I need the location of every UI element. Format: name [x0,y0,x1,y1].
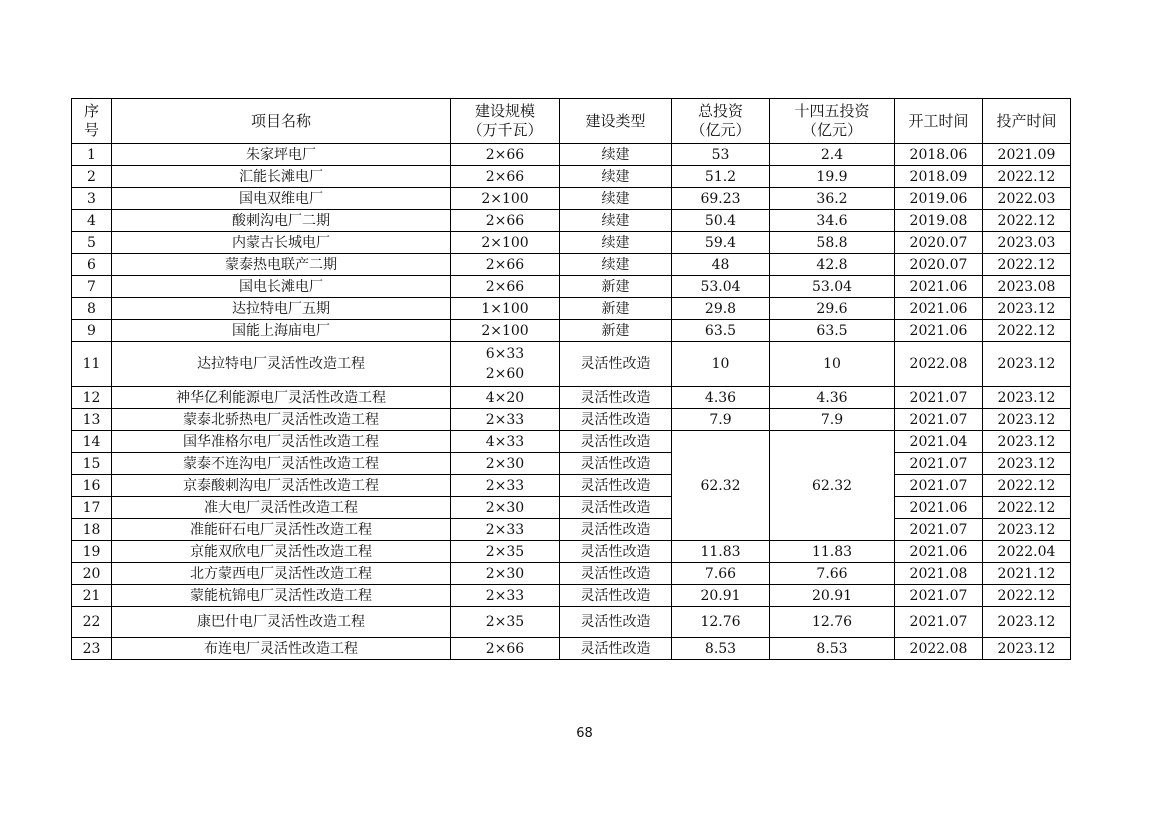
cell-scale: 2×33 [451,519,560,541]
cell-seq: 12 [72,387,112,409]
cell-type: 灵活性改造 [560,607,672,638]
projects-table [71,98,1071,660]
cell-operation-time: 2023.12 [983,409,1071,431]
cell-start-time: 2021.06 [895,320,983,342]
table-row [72,188,1071,210]
cell-plan-investment-merged: 62.32 [770,431,895,541]
table-row [72,298,1071,320]
cell-type: 续建 [560,210,672,232]
cell-name: 准大电厂灵活性改造工程 [112,497,451,519]
cell-name: 酸刺沟电厂二期 [112,210,451,232]
cell-scale: 2×66 [451,144,560,166]
cell-operation-time: 2022.12 [983,475,1071,497]
table-row [72,431,1071,453]
cell-start-time: 2021.06 [895,298,983,320]
cell-scale: 4×20 [451,387,560,409]
cell-plan-investment: 63.5 [770,320,895,342]
cell-type: 续建 [560,166,672,188]
cell-start-time: 2021.04 [895,431,983,453]
cell-name: 达拉特电厂五期 [112,298,451,320]
cell-operation-time: 2022.12 [983,585,1071,607]
cell-seq: 22 [72,607,112,638]
cell-scale: 2×35 [451,607,560,638]
cell-operation-time: 2023.12 [983,387,1071,409]
cell-type: 灵活性改造 [560,541,672,563]
cell-total-investment: 8.53 [672,638,770,660]
cell-name: 北方蒙西电厂灵活性改造工程 [112,563,451,585]
cell-seq: 18 [72,519,112,541]
cell-operation-time: 2023.03 [983,232,1071,254]
table-row [72,541,1071,563]
cell-operation-time: 2022.03 [983,188,1071,210]
cell-type: 新建 [560,276,672,298]
cell-total-investment: 7.66 [672,563,770,585]
table-row [72,453,1071,475]
cell-start-time: 2022.08 [895,342,983,387]
cell-operation-time: 2022.12 [983,497,1071,519]
cell-type: 续建 [560,254,672,276]
cell-type: 新建 [560,298,672,320]
cell-operation-time: 2022.12 [983,166,1071,188]
table-row [72,254,1071,276]
cell-plan-investment: 53.04 [770,276,895,298]
cell-type: 灵活性改造 [560,585,672,607]
cell-seq: 14 [72,431,112,453]
cell-seq: 13 [72,409,112,431]
cell-type: 灵活性改造 [560,497,672,519]
cell-plan-investment: 19.9 [770,166,895,188]
cell-scale: 2×100 [451,320,560,342]
cell-seq: 5 [72,232,112,254]
cell-scale: 2×35 [451,541,560,563]
cell-seq: 19 [72,541,112,563]
cell-scale: 2×66 [451,166,560,188]
cell-operation-time: 2023.12 [983,607,1071,638]
cell-seq: 3 [72,188,112,210]
cell-total-investment: 10 [672,342,770,387]
cell-name: 准能矸石电厂灵活性改造工程 [112,519,451,541]
cell-name: 汇能长滩电厂 [112,166,451,188]
cell-seq: 11 [72,342,112,387]
cell-plan-investment: 7.9 [770,409,895,431]
cell-plan-investment: 58.8 [770,232,895,254]
cell-type: 续建 [560,188,672,210]
cell-type: 灵活性改造 [560,387,672,409]
table-row [72,475,1071,497]
cell-start-time: 2021.06 [895,497,983,519]
cell-name: 蒙泰热电联产二期 [112,254,451,276]
cell-type: 灵活性改造 [560,563,672,585]
header-scale: 建设规模 （万千瓦） [451,99,560,144]
cell-plan-investment: 4.36 [770,387,895,409]
cell-seq: 1 [72,144,112,166]
cell-seq: 15 [72,453,112,475]
cell-start-time: 2021.07 [895,607,983,638]
cell-operation-time: 2022.12 [983,320,1071,342]
cell-name: 蒙泰北骄热电厂灵活性改造工程 [112,409,451,431]
table-row [72,638,1071,660]
table-row [72,497,1071,519]
cell-total-investment: 20.91 [672,585,770,607]
page-number: 68 [576,726,593,741]
cell-operation-time: 2023.12 [983,298,1071,320]
cell-seq: 7 [72,276,112,298]
cell-type: 灵活性改造 [560,431,672,453]
cell-start-time: 2021.06 [895,276,983,298]
cell-start-time: 2021.07 [895,409,983,431]
cell-start-time: 2019.08 [895,210,983,232]
cell-name: 国华准格尔电厂灵活性改造工程 [112,431,451,453]
cell-scale: 2×33 [451,409,560,431]
cell-scale: 2×66 [451,638,560,660]
header-start-time: 开工时间 [895,99,983,144]
cell-scale: 2×30 [451,497,560,519]
cell-seq: 21 [72,585,112,607]
cell-start-time: 2022.08 [895,638,983,660]
cell-start-time: 2021.08 [895,563,983,585]
header-plan-investment: 十四五投资 （亿元） [770,99,895,144]
cell-start-time: 2021.07 [895,519,983,541]
cell-seq: 6 [72,254,112,276]
cell-name: 康巴什电厂灵活性改造工程 [112,607,451,638]
cell-start-time: 2019.06 [895,188,983,210]
cell-type: 灵活性改造 [560,409,672,431]
cell-seq: 23 [72,638,112,660]
cell-plan-investment: 29.6 [770,298,895,320]
table-row [72,519,1071,541]
cell-total-investment: 51.2 [672,166,770,188]
cell-start-time: 2021.07 [895,387,983,409]
cell-type: 灵活性改造 [560,453,672,475]
cell-scale: 2×100 [451,232,560,254]
cell-operation-time: 2023.12 [983,342,1071,387]
cell-start-time: 2021.07 [895,585,983,607]
cell-name: 国能上海庙电厂 [112,320,451,342]
cell-operation-time: 2021.09 [983,144,1071,166]
cell-seq: 20 [72,563,112,585]
cell-total-investment: 53.04 [672,276,770,298]
cell-scale: 2×66 [451,210,560,232]
cell-name: 京泰酸刺沟电厂灵活性改造工程 [112,475,451,497]
cell-total-investment: 59.4 [672,232,770,254]
cell-start-time: 2021.07 [895,475,983,497]
table-header-row [72,99,1071,144]
cell-total-investment: 53 [672,144,770,166]
cell-scale: 2×100 [451,188,560,210]
cell-scale: 6×33 2×60 [451,342,560,387]
cell-operation-time: 2023.12 [983,519,1071,541]
cell-operation-time: 2023.08 [983,276,1071,298]
table-row [72,232,1071,254]
cell-start-time: 2021.07 [895,453,983,475]
table-row [72,276,1071,298]
cell-start-time: 2021.06 [895,541,983,563]
cell-total-investment: 11.83 [672,541,770,563]
table-row [72,166,1071,188]
cell-operation-time: 2022.12 [983,254,1071,276]
cell-scale: 2×30 [451,453,560,475]
cell-type: 续建 [560,232,672,254]
cell-scale: 2×33 [451,475,560,497]
cell-plan-investment: 42.8 [770,254,895,276]
header-total-investment: 总投资 （亿元） [672,99,770,144]
cell-type: 灵活性改造 [560,475,672,497]
header-type: 建设类型 [560,99,672,144]
cell-scale: 2×30 [451,563,560,585]
table-row [72,144,1071,166]
table-row [72,342,1071,387]
cell-seq: 4 [72,210,112,232]
cell-scale: 2×66 [451,254,560,276]
cell-scale: 2×33 [451,585,560,607]
cell-seq: 9 [72,320,112,342]
cell-plan-investment: 7.66 [770,563,895,585]
cell-total-investment: 29.8 [672,298,770,320]
cell-name: 京能双欣电厂灵活性改造工程 [112,541,451,563]
cell-total-investment: 12.76 [672,607,770,638]
cell-name: 蒙能杭锦电厂灵活性改造工程 [112,585,451,607]
cell-scale: 4×33 [451,431,560,453]
table-row [72,387,1071,409]
cell-operation-time: 2023.12 [983,638,1071,660]
cell-name: 朱家坪电厂 [112,144,451,166]
cell-plan-investment: 12.76 [770,607,895,638]
cell-operation-time: 2021.12 [983,563,1071,585]
cell-seq: 8 [72,298,112,320]
cell-plan-investment: 8.53 [770,638,895,660]
cell-type: 新建 [560,320,672,342]
cell-name: 国电长滩电厂 [112,276,451,298]
cell-total-investment: 7.9 [672,409,770,431]
cell-start-time: 2020.07 [895,254,983,276]
cell-operation-time: 2022.04 [983,541,1071,563]
header-name: 项目名称 [112,99,451,144]
table-row [72,607,1071,638]
cell-plan-investment: 20.91 [770,585,895,607]
cell-total-investment: 48 [672,254,770,276]
table-row [72,563,1071,585]
cell-plan-investment: 36.2 [770,188,895,210]
cell-type: 续建 [560,144,672,166]
cell-type: 灵活性改造 [560,519,672,541]
cell-operation-time: 2022.12 [983,210,1071,232]
cell-name: 内蒙古长城电厂 [112,232,451,254]
table-row [72,585,1071,607]
cell-start-time: 2020.07 [895,232,983,254]
cell-operation-time: 2023.12 [983,453,1071,475]
cell-scale: 2×66 [451,276,560,298]
cell-name: 蒙泰不连沟电厂灵活性改造工程 [112,453,451,475]
cell-type: 灵活性改造 [560,638,672,660]
cell-start-time: 2018.09 [895,166,983,188]
cell-plan-investment: 11.83 [770,541,895,563]
cell-start-time: 2018.06 [895,144,983,166]
cell-total-investment: 4.36 [672,387,770,409]
cell-scale: 1×100 [451,298,560,320]
table-row [72,409,1071,431]
cell-seq: 2 [72,166,112,188]
cell-total-investment: 63.5 [672,320,770,342]
cell-name: 神华亿利能源电厂灵活性改造工程 [112,387,451,409]
cell-total-investment: 50.4 [672,210,770,232]
cell-name: 布连电厂灵活性改造工程 [112,638,451,660]
cell-seq: 17 [72,497,112,519]
cell-operation-time: 2023.12 [983,431,1071,453]
cell-seq: 16 [72,475,112,497]
cell-type: 灵活性改造 [560,342,672,387]
cell-plan-investment: 10 [770,342,895,387]
cell-plan-investment: 2.4 [770,144,895,166]
cell-name: 国电双维电厂 [112,188,451,210]
table-row [72,210,1071,232]
cell-total-investment-merged: 62.32 [672,431,770,541]
cell-name: 达拉特电厂灵活性改造工程 [112,342,451,387]
cell-plan-investment: 34.6 [770,210,895,232]
cell-total-investment: 69.23 [672,188,770,210]
header-seq: 序 号 [72,99,112,144]
header-operation-time: 投产时间 [983,99,1071,144]
table-row [72,320,1071,342]
